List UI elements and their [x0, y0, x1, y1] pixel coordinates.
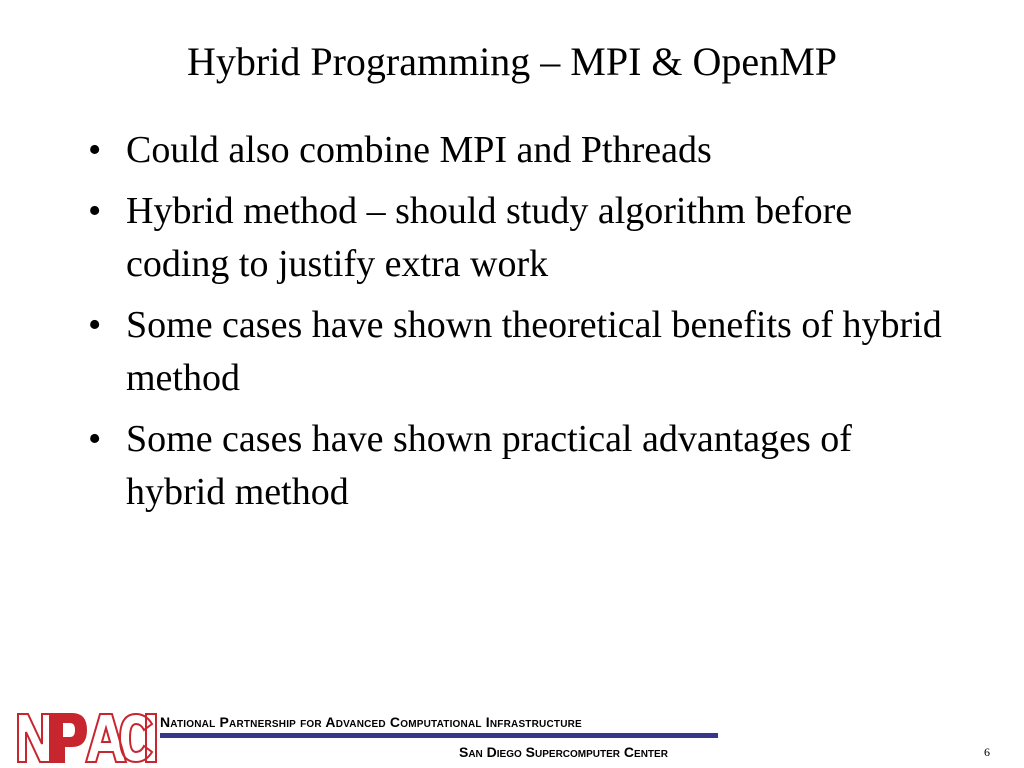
footer-organization: National Partnership for Advanced Computational Infrastructure: [160, 714, 582, 730]
bullet-marker: •: [88, 190, 102, 232]
npaci-logo-letters: [18, 714, 156, 762]
bullet-item: [88, 413, 948, 519]
page-number: 6: [984, 745, 990, 759]
footer-divider: [160, 733, 718, 738]
bullet-item: [88, 299, 948, 405]
bullet-marker: •: [88, 129, 102, 171]
bullet-text: Some cases have shown theoretical benefits of hybrid method: [126, 304, 942, 399]
bullet-marker: •: [88, 304, 102, 346]
bullet-item: [88, 185, 948, 291]
bullet-item: [88, 124, 948, 177]
bullet-text: Hybrid method – should study algorithm before coding to justify extra work: [126, 190, 853, 285]
bullet-list: [88, 124, 948, 527]
bullet-text: Could also combine MPI and Pthreads: [126, 129, 712, 171]
bullet-marker: •: [88, 418, 102, 460]
footer-center-name: San Diego Supercomputer Center: [459, 744, 668, 760]
bullet-text: Some cases have shown practical advantages of hybrid method: [126, 418, 852, 513]
slide-title: Hybrid Programming – MPI & OpenMP: [187, 39, 837, 84]
npaci-logo: [16, 710, 158, 766]
